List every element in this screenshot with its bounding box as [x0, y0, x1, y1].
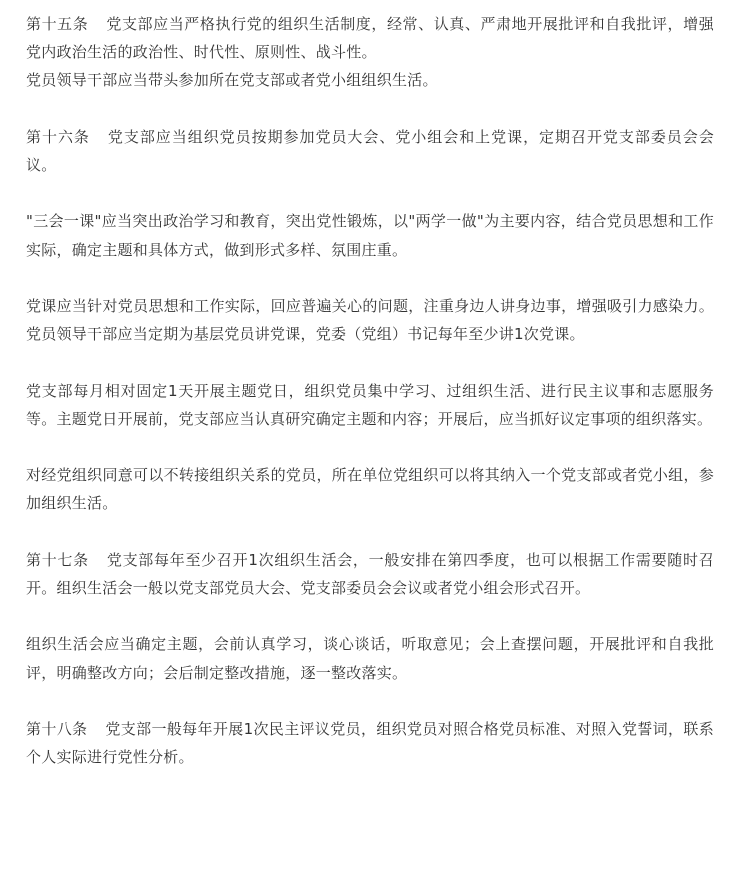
paragraph-gap — [26, 95, 714, 123]
article-15-paragraph — [26, 10, 714, 66]
article-16-paragraph-4: 党支部每月相对固定1天开展主题党日，组织党员集中学习、过组织生活、进行民主议事和志愿服务等。主题党日开展前，党支部应当认真研究确定主题和内容；开展后，应当抓好议定事项的组织落实。 — [26, 381, 714, 428]
article-16-paragraph-3: 党课应当针对党员思想和工作实际，回应普遍关心的问题，注重身边人讲身边事，增强吸引力感染力。党员领导干部应当定期为基层党员讲党课，党委（党组）书记每年至少讲1次党课。 — [26, 296, 714, 344]
article-16-paragraph — [26, 123, 714, 179]
document-body — [26, 10, 714, 771]
article-18-paragraph — [26, 715, 714, 771]
article-17-label: 第十七条 — [26, 550, 89, 569]
paragraph-gap — [26, 687, 714, 715]
article-17-paragraph-2: 组织生活会应当确定主题，会前认真学习，谈心谈话，听取意见；会上查摆问题，开展批评和自我批评，明确整改方向；会后制定整改措施，逐一整改落实。 — [26, 635, 714, 682]
article-17-paragraph — [26, 546, 714, 602]
article-15-label: 第十五条 — [26, 15, 89, 33]
paragraph-gap — [26, 264, 714, 292]
article-16-text: 党支部应当组织党员按期参加党员大会、党小组会和上党课，定期召开党支部委员会会议。 — [26, 127, 714, 174]
paragraph-gap — [26, 602, 714, 630]
paragraph-gap — [26, 179, 714, 207]
paragraph-gap — [26, 518, 714, 546]
article-16-label: 第十六条 — [26, 127, 90, 146]
article-15-text: 党支部应当严格执行党的组织生活制度，经常、认真、严肃地开展批评和自我批评，增强党内政治生活的政治性、时代性、原则性、战斗性。 — [26, 15, 714, 62]
article-18-text: 党支部一般每年开展1次民主评议党员，组织党员对照合格党员标准、对照入党誓词，联系个人实际进行党性分析。 — [26, 719, 714, 767]
article-15-paragraph-2: 党员领导干部应当带头参加所在党支部或者党小组组织生活。 — [26, 71, 438, 90]
paragraph-gap — [26, 348, 714, 376]
article-16-paragraph-2: "三会一课"应当突出政治学习和教育，突出党性锻炼，以"两学一做"为主要内容，结合党员思想和工作实际，确定主题和具体方式，做到形式多样、氛围庄重。 — [26, 212, 714, 259]
article-17-text: 党支部每年至少召开1次组织生活会，一般安排在第四季度，也可以根据工作需要随时召开。组织生活会一般以党支部党员大会、党支部委员会会议或者党小组会形式召开。 — [26, 550, 714, 597]
article-16-paragraph-5: 对经党组织同意可以不转接组织关系的党员，所在单位党组织可以将其纳入一个党支部或者党小组，参加组织生活。 — [26, 466, 714, 513]
article-18-label: 第十八条 — [26, 719, 88, 738]
paragraph-gap — [26, 433, 714, 461]
